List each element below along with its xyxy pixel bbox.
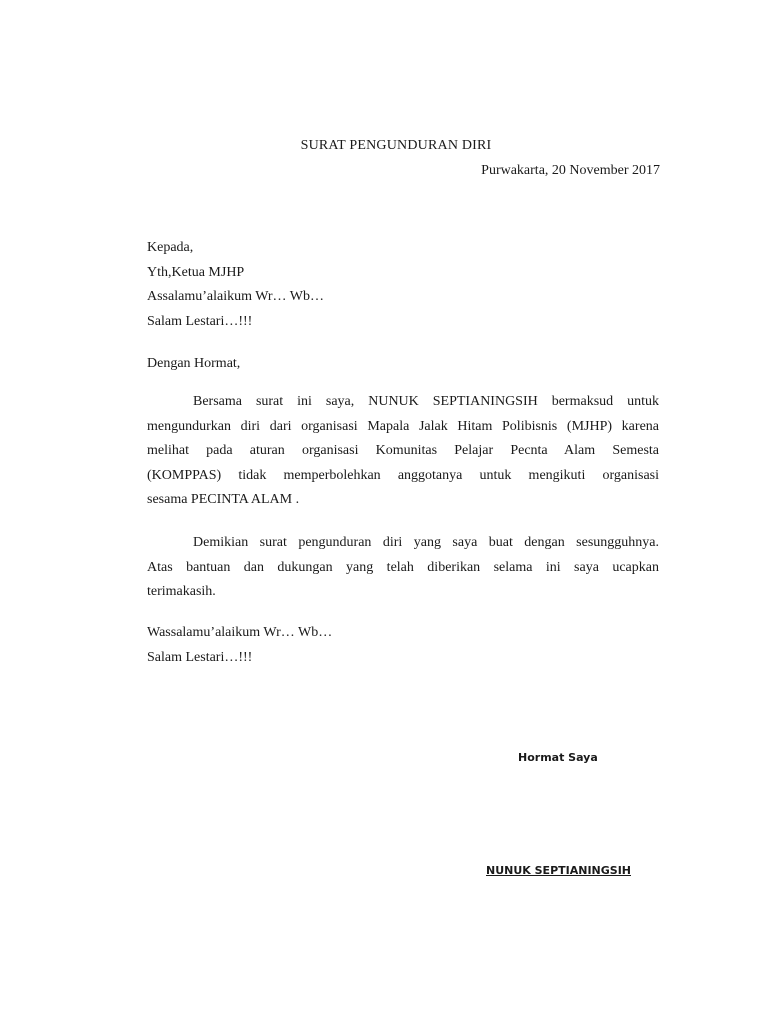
paragraph-line: melihat pada aturan organisasi Komunitas Pelajar Pecnta Alam Semesta — [147, 443, 659, 458]
paragraph-line: (KOMPPAS) tidak memperbolehkan anggotanya untuk mengikuti organisasi — [147, 467, 659, 483]
paragraph-line: terimakasih. — [147, 584, 216, 599]
place-date: Purwakarta, 20 November 2017 — [481, 163, 660, 178]
address-line: Salam Lestari…!!! — [147, 313, 253, 329]
closing-line: Wassalamu’alaikum Wr… Wb… — [147, 625, 333, 640]
closing-line: Salam Lestari…!!! — [147, 649, 253, 665]
signature-label: Hormat Saya — [518, 751, 598, 764]
body-paragraph-2 — [147, 531, 659, 605]
address-line: Yth,Ketua MJHP — [147, 264, 245, 280]
recipient-address — [147, 236, 659, 334]
paragraph-line: sesama PECINTA ALAM . — [147, 492, 300, 507]
address-line: Kepada, — [147, 240, 194, 255]
paragraph-line: Bersama surat ini saya, NUNUK SEPTIANINGSIH bermaksud untuk — [193, 394, 659, 409]
paragraph-line: Demikian surat pengunduran diri yang saya buat dengan sesungguhnya. — [193, 535, 659, 550]
address-line: Assalamu’alaikum Wr… Wb… — [147, 289, 324, 304]
paragraph-line: Atas bantuan dan dukungan yang telah diberikan selama ini saya ucapkan — [147, 559, 659, 575]
paragraph-line: mengundurkan diri dari organisasi Mapala Jalak Hitam Polibisnis (MJHP) karena — [147, 418, 659, 434]
letter-title: SURAT PENGUNDURAN DIRI — [300, 138, 492, 153]
salutation: Dengan Hormat, — [147, 356, 241, 371]
signature-name: NUNUK SEPTIANINGSIH — [486, 864, 631, 877]
body-paragraph-1 — [147, 390, 659, 513]
closing-greeting — [147, 621, 659, 670]
